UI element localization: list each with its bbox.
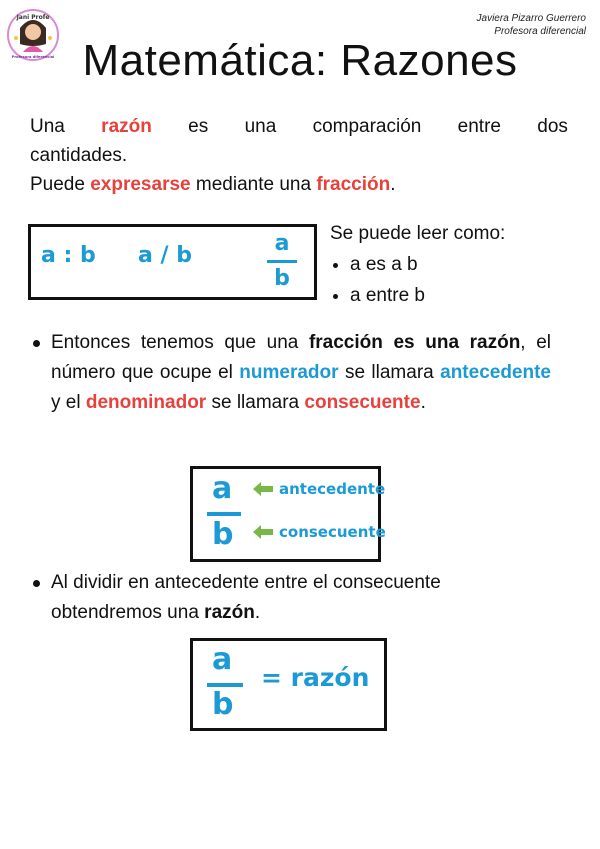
ratio-equation-box xyxy=(190,638,387,731)
keyword-antecedente: antecedente xyxy=(440,362,551,383)
intro-paragraph xyxy=(30,112,568,199)
logo-subtext: Profesora diferencial xyxy=(11,55,55,59)
intro-line-1 xyxy=(30,112,568,141)
equation-denominator: b xyxy=(212,687,234,722)
intro-line-3 xyxy=(30,170,568,199)
para-text: , el número que ocupe el xyxy=(51,332,551,383)
keyword-denominador: denominador xyxy=(85,392,207,413)
reading-heading: Se puede leer como: xyxy=(330,223,506,244)
intro-word: es xyxy=(188,116,209,137)
label-consecuente: consecuente xyxy=(279,523,386,541)
para-text: y el xyxy=(51,392,86,413)
keyword-expresarse: expresarse xyxy=(90,174,191,195)
intro-word: entre xyxy=(457,116,501,137)
author-name: Javiera Pizarro Guerrero xyxy=(476,13,586,24)
keyword-numerador: numerador xyxy=(239,362,339,383)
intro-word: dos xyxy=(537,116,568,137)
intro-text: Puede xyxy=(30,174,91,195)
intro-line-2: cantidades. xyxy=(30,145,128,166)
antecedent-consequent-diagram xyxy=(190,466,386,562)
reading-item: • a es a b xyxy=(350,249,505,280)
paragraph-fraction-razon xyxy=(51,328,551,418)
diagram-denominator: b xyxy=(212,517,234,552)
bullet-icon xyxy=(33,580,40,587)
reading-list xyxy=(330,218,505,311)
diagram-numerator: a xyxy=(212,471,233,506)
reading-item: • a entre b xyxy=(350,280,505,311)
intro-text: mediante una xyxy=(190,174,317,195)
keyword-fraccion-es-razon: fracción es una razón xyxy=(308,332,521,353)
para-text: Al dividir en antecedente entre el consecuente obtendremos una xyxy=(51,572,441,623)
intro-word: Una xyxy=(30,116,65,137)
para-text: . xyxy=(420,392,426,413)
bullet-icon xyxy=(33,340,40,347)
notation-colon: a : b xyxy=(41,243,96,268)
intro-text: . xyxy=(390,174,396,195)
paragraph-dividir xyxy=(51,568,556,628)
para-text: . xyxy=(254,602,261,623)
keyword-razon-bold: razón xyxy=(204,602,255,623)
label-antecedente: antecedente xyxy=(279,480,386,498)
equation-rhs: = razón xyxy=(261,663,370,692)
author-block xyxy=(477,12,586,38)
arrow-left-icon xyxy=(253,525,273,539)
fraction-denominator: b xyxy=(274,266,290,291)
notation-box xyxy=(28,224,317,300)
notation-fraction xyxy=(267,230,297,293)
para-text: se llamara xyxy=(338,362,441,383)
intro-word: una xyxy=(244,116,277,137)
intro-word: comparación xyxy=(312,116,422,137)
notation-slash: a / b xyxy=(138,243,192,268)
page-title: Matemática: Razones xyxy=(82,36,518,85)
arrow-left-icon xyxy=(253,482,273,496)
consequent-row xyxy=(253,523,386,541)
logo-text: Jani Profe xyxy=(16,14,50,21)
fraction-numerator: a xyxy=(274,231,290,256)
diagram-fraction-bar xyxy=(207,512,241,516)
fraction-bar xyxy=(267,260,297,263)
keyword-fraccion: fracción xyxy=(316,174,391,195)
para-text: Entonces tenemos que una xyxy=(51,332,309,353)
equation-numerator: a xyxy=(212,642,233,677)
para-text: se llamara xyxy=(206,392,305,413)
author-role: Profesora diferencial xyxy=(494,26,586,37)
antecedent-row xyxy=(253,480,385,498)
keyword-consecuente: consecuente xyxy=(304,392,421,413)
keyword-razon: razón xyxy=(101,116,152,137)
